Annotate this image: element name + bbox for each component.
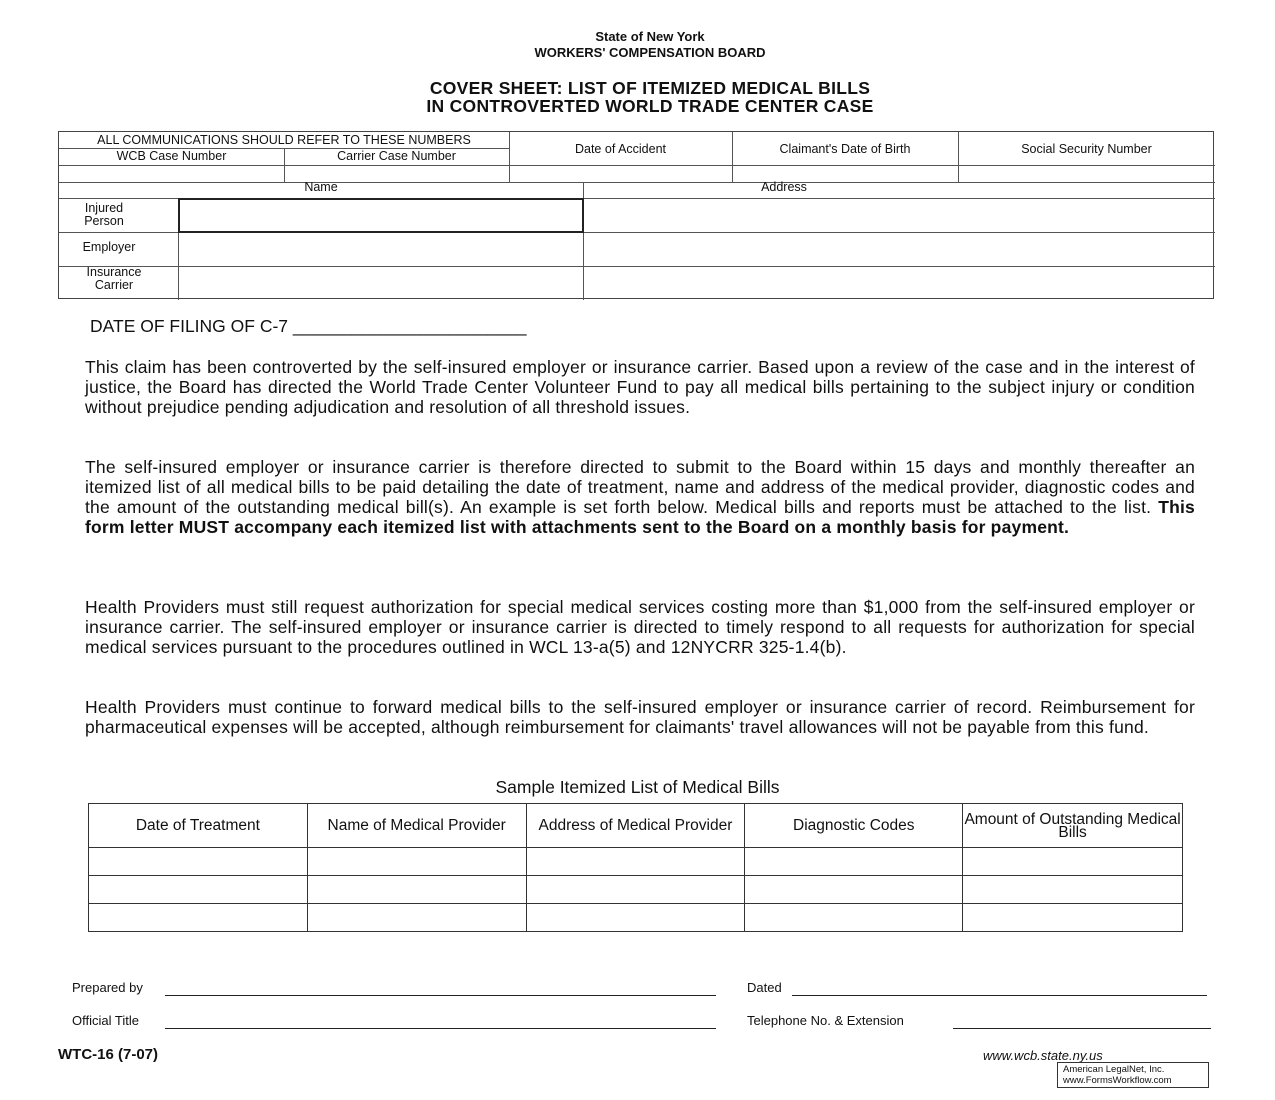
paragraph-forward-bills: Health Providers must continue to forward medical bills to the self-insured employer or insurance carrier of record. Reimbursement for pharmaceutical expenses will be accepted, although reimbursement for claimants' travel allowances will not be payable from this fund. xyxy=(85,697,1195,737)
prepared-by-line[interactable] xyxy=(165,995,716,996)
table-row xyxy=(89,876,1183,904)
official-title-line[interactable] xyxy=(165,1028,716,1029)
col-address-of-provider: Address of Medical Provider xyxy=(526,804,745,848)
carrier-case-number-field[interactable] xyxy=(285,166,508,181)
name-column-header: Name xyxy=(304,180,338,194)
ssn-field[interactable] xyxy=(959,166,1214,181)
stamp-line-2: www.FormsWorkflow.com xyxy=(1063,1075,1172,1086)
table-cell[interactable] xyxy=(307,904,526,932)
injured-person-label xyxy=(59,202,149,228)
table-cell[interactable] xyxy=(526,876,745,904)
wcb-case-number-field[interactable] xyxy=(60,166,283,181)
form-number: WTC-16 (7-07) xyxy=(58,1046,159,1063)
wcb-case-number-label: WCB Case Number xyxy=(116,149,227,163)
telephone-label: Telephone No. & Extension xyxy=(747,1013,904,1028)
insurance-carrier-label-line-2: Carrier xyxy=(94,278,134,292)
col-diagnostic-codes: Diagnostic Codes xyxy=(745,804,963,848)
col-date-of-treatment: Date of Treatment xyxy=(89,804,308,848)
paragraph-itemized-list-bold: This form letter MUST accompany each itemized list with attachments sent to the Board on a monthly basis for payment. xyxy=(85,497,1195,537)
paragraph-authorization: Health Providers must still request authorization for special medical services costing more than $1,000 from the self-insured employer or insurance carrier. The self-insured employer or insurance carrier is directed to timely respond to all requests for authorization for special medical services pursuant to the procedures outlined in WCL 13-a(5) and 12NYCRR 325-1.4(b). xyxy=(85,597,1195,657)
legalnet-stamp xyxy=(1057,1062,1209,1088)
insurance-carrier-label xyxy=(59,266,169,292)
dated-label: Dated xyxy=(747,980,782,995)
board-heading: WORKERS' COMPENSATION BOARD xyxy=(534,45,766,60)
injured-person-name-field[interactable] xyxy=(178,198,584,233)
insurance-carrier-address-field[interactable] xyxy=(584,267,1214,299)
form-title-line-2: IN CONTROVERTED WORLD TRADE CENTER CASE xyxy=(426,96,874,116)
table-cell[interactable] xyxy=(963,904,1183,932)
insurance-carrier-name-field[interactable] xyxy=(179,267,582,299)
sample-table-title: Sample Itemized List of Medical Bills xyxy=(495,777,780,797)
filing-date-blank[interactable]: ________________________ xyxy=(292,316,527,336)
claimant-dob-field[interactable] xyxy=(733,166,957,181)
employer-label-line-1: Employer xyxy=(82,240,136,254)
table-cell[interactable] xyxy=(307,876,526,904)
col-amount-outstanding: Amount of Outstanding Medical Bills xyxy=(963,804,1183,848)
employer-address-field[interactable] xyxy=(584,233,1214,266)
board-website[interactable]: www.wcb.state.ny.us xyxy=(983,1048,1103,1063)
paragraph-controverted: This claim has been controverted by the self-insured employer or insurance carrier. Based upon a review of the case and in the interest of justice, the Board has directed the World Trade Center Volunteer Fund to pay all medical bills pertaining to the subject injury or condition without prejudice pending adjudication and resolution of all threshold issues. xyxy=(85,357,1195,417)
date-of-accident-label: Date of Accident xyxy=(574,142,667,156)
form-title-line-1: COVER SHEET: LIST OF ITEMIZED MEDICAL BILLS xyxy=(429,78,871,98)
table-cell[interactable] xyxy=(745,904,963,932)
table-row xyxy=(89,848,1183,876)
case-info-grid xyxy=(58,131,1214,299)
employer-name-field[interactable] xyxy=(179,233,582,266)
carrier-case-number-label: Carrier Case Number xyxy=(337,149,456,163)
injured-person-address-field[interactable] xyxy=(584,199,1214,232)
paragraph-itemized-list xyxy=(85,457,1195,537)
official-title-label: Official Title xyxy=(72,1013,139,1028)
dated-line[interactable] xyxy=(792,995,1207,996)
table-cell[interactable] xyxy=(526,904,745,932)
filing-date-label: DATE OF FILING OF C-7 xyxy=(90,316,289,336)
table-cell[interactable] xyxy=(745,848,963,876)
table-cell[interactable] xyxy=(526,848,745,876)
table-cell[interactable] xyxy=(745,876,963,904)
claimant-dob-label: Claimant's Date of Birth xyxy=(779,142,911,156)
refer-numbers-note: ALL COMMUNICATIONS SHOULD REFER TO THESE NUMBERS xyxy=(97,133,471,147)
table-cell[interactable] xyxy=(89,876,308,904)
table-cell[interactable] xyxy=(89,904,308,932)
paragraph-itemized-list-text: The self-insured employer or insurance carrier is therefore directed to submit to the Board within 15 days and monthly thereafter an itemized list of all medical bills to be paid detailing the date of treatment, name and address of the medical provider, diagnostic codes and the amount of the outstanding medical bill(s). An example is set forth below. Medical bills and reports must be attached to the list. xyxy=(85,457,1195,517)
employer-label xyxy=(59,241,159,254)
table-cell[interactable] xyxy=(963,876,1183,904)
injured-person-label-line-2: Person xyxy=(84,214,124,228)
insurance-carrier-label-line-1: Insurance xyxy=(86,265,142,279)
table-cell[interactable] xyxy=(963,848,1183,876)
col-name-of-provider: Name of Medical Provider xyxy=(307,804,526,848)
injured-person-label-line-1: Injured xyxy=(84,201,124,215)
table-cell[interactable] xyxy=(89,848,308,876)
telephone-line[interactable] xyxy=(953,1028,1211,1029)
table-row xyxy=(89,904,1183,932)
date-of-accident-field[interactable] xyxy=(510,166,731,181)
stamp-line-1: American LegalNet, Inc. xyxy=(1063,1064,1165,1075)
filing-date-row xyxy=(90,316,527,337)
state-heading: State of New York xyxy=(595,29,705,44)
table-cell[interactable] xyxy=(307,848,526,876)
prepared-by-label: Prepared by xyxy=(72,980,143,995)
address-column-header: Address xyxy=(761,180,807,194)
ssn-label: Social Security Number xyxy=(1021,142,1152,156)
sample-itemized-table xyxy=(88,803,1183,932)
table-header-row xyxy=(89,804,1183,848)
